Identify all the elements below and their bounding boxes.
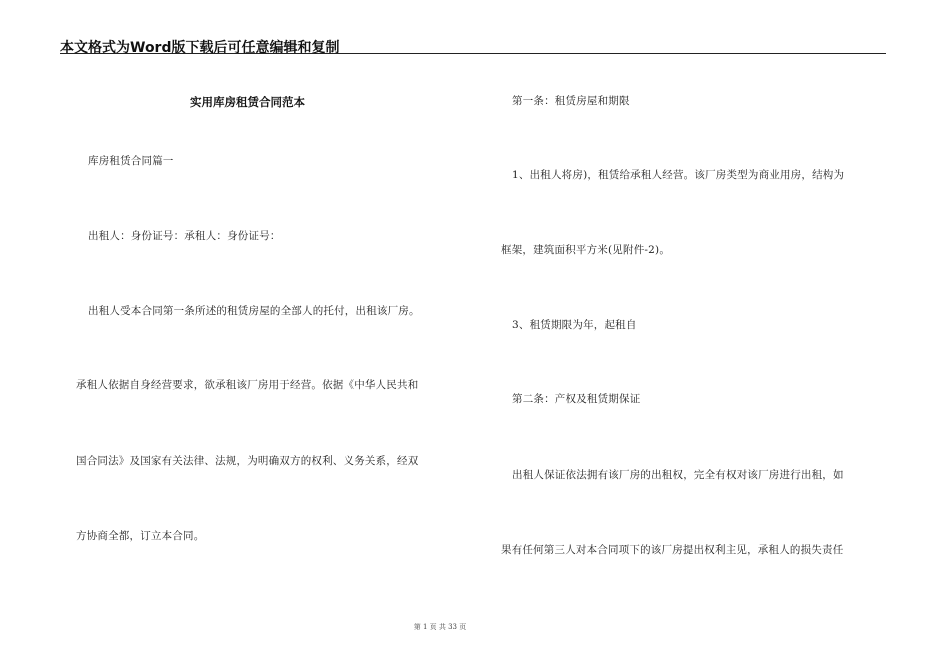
paragraph: 出租人保证依法拥有该厂房的出租权，完全有权对该厂房进行出租，如 (512, 469, 844, 481)
paragraph: 3、租赁期限为年，起租自 (512, 319, 637, 331)
download-banner: 本文格式为Word版下载后可任意编辑和复制 (60, 40, 340, 56)
article-heading: 第一条：租赁房屋和期限 (512, 95, 630, 107)
document-title: 实用库房租赁合同范本 (190, 95, 305, 109)
paragraph: 框架，建筑面积平方米(见附件-2)。 (501, 244, 671, 256)
paragraph: 1、出租人将房)，租赁给承租人经营。该厂房类型为商业用房，结构为 (512, 169, 845, 181)
paragraph: 出租人受本合同第一条所述的租赁房屋的全部人的托付，出租该厂房。 (88, 305, 420, 317)
header-divider (60, 53, 886, 54)
section-heading: 库房租赁合同篇一 (88, 155, 174, 167)
parties-line: 出租人：身份证号：承租人：身份证号： (88, 230, 281, 242)
paragraph: 果有任何第三人对本合同项下的该厂房提出权利主见，承租人的损失责任 (501, 544, 844, 556)
paragraph: 方协商全都，订立本合同。 (76, 530, 205, 542)
article-heading: 第二条：产权及租赁期保证 (512, 393, 641, 405)
paragraph: 国合同法》及国家有关法律、法规，为明确双方的权利、义务关系，经双 (76, 455, 419, 467)
page-number: 第 1 页 共 33 页 (413, 623, 467, 631)
paragraph: 承租人依据自身经营要求，欲承租该厂房用于经营。依据《中华人民共和 (76, 379, 419, 391)
